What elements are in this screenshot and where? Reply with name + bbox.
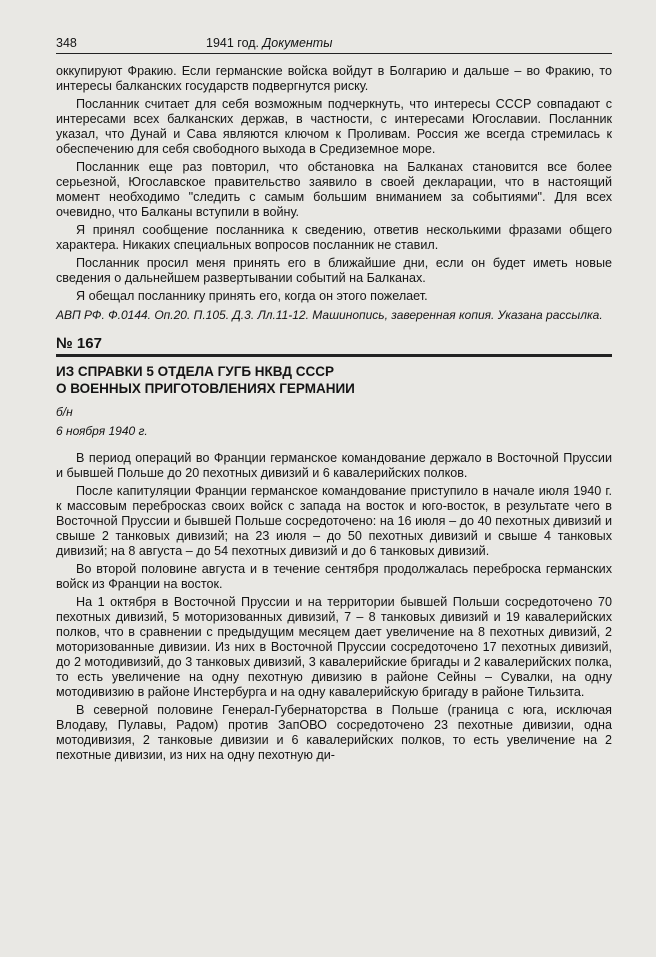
document-meta: [56, 405, 612, 439]
document-date: 6 ноября 1940 г.: [56, 424, 148, 438]
document-heading-line: О ВОЕННЫХ ПРИГОТОВЛЕНИЯХ ГЕРМАНИИ: [56, 381, 355, 396]
paragraph: В период операций во Франции германское командование держало в Восточной Пруссии и бывшей Польше до 20 пехотных дивизий и 6 кавалерийских полков.: [56, 451, 612, 480]
book-page: [56, 36, 612, 766]
page-number: 348: [56, 36, 77, 50]
paragraph: Посланник еще раз повторил, что обстановка на Балканах становится все более серьезной, Югославское правительство заявило в своей декларации, что в настоящий момент необходимо "следить с самым большим вниманием за событиями". Для всех очевидно, что Балканы вступили в войну.: [56, 160, 612, 219]
running-title-year: 1941 год.: [206, 36, 260, 50]
paragraph: Посланник считает для себя возможным подчеркнуть, что интересы СССР совпадают с интересами всех балканских держав, в частности, с интересами Югославии. Посланник указал, что Дунай и Сава являются ключом к Проливам. Россия же всегда стремилась к обеспечению для себя свободного выхода в Средиземное море.: [56, 97, 612, 156]
paragraph: После капитуляции Франции германское командование приступило в начале июля 1940 г. к массовым перебросказ своих войск с запада на восток и юго-восток, в результате чего в Восточной Пруссии и бывшей Польше сосредоточено: на 16 июля – до 40 пехотных дивизий и свыше 2 танковых дивизий; на 23 июля – до 50 пехотных дивизий и свыше 4 танковых дивизий; на 8 августа – до 54 пехотных дивизий и до 6 танковых дивизий.: [56, 484, 612, 558]
archive-source-note: АВП РФ. Ф.0144. Оп.20. П.105. Д.3. Лл.11-12. Машинопись, заверенная копия. Указана рассылка.: [56, 308, 603, 322]
continued-text: [56, 64, 612, 304]
document-heading: [56, 363, 612, 397]
paragraph: Во второй половине августа и в течение сентября продолжалась переброска германских войск из Франции на восток.: [56, 562, 612, 591]
running-header: [56, 36, 612, 54]
running-title: [206, 36, 612, 50]
paragraph: Посланник просил меня принять его в ближайшие дни, если он будет иметь новые сведения о дальнейшем развертывании событий на Балканах.: [56, 256, 612, 285]
paragraph: оккупируют Фракию. Если германские войска войдут в Болгарию и дальше – во Фракию, то интересы балканских государств подвергнутся риску.: [56, 64, 612, 93]
paragraph: На 1 октября в Восточной Пруссии и на территории бывшей Польши сосредоточено 70 пехотных дивизий, 5 моторизованных дивизий, 7 – 8 танковых дивизий и 19 кавалерийских полков, что в сравнении с предыдущим месяцем дает увеличение на 8 пехотных дивизий, 2 моторизованные дивизии. Из них в Восточной Пруссии сосредоточено 17 пехотных дивизий, до 2 мотодивизий, до 3 танковых дивизий, 3 кавалерийские бригады и 2 кавалерийских полка, то есть увеличение на одну пехотную дивизию в районе Сейны – Сувалки, на одну мотодивизию в районе Инстербурга и на одну кавалерийскую бригаду в районе Тильзита.: [56, 595, 612, 699]
document-ref: б/н: [56, 405, 73, 419]
document-text: [56, 451, 612, 763]
paragraph: В северной половине Генерал-Губернаторства в Польше (граница с юга, исключая Влодаву, Пулавы, Радом) против ЗапОВО сосредоточено 23 пехотные дивизии, одна мотодивизия, 2 танковые дивизии и 6 кавалерийских полков, то есть увеличение на 2 пехотные дивизии, из них на одну пехотную ди-: [56, 703, 612, 762]
paragraph: Я принял сообщение посланника к сведению, ответив несколькими фразами общего характера. Никаких специальных вопросов посланник не ставил.: [56, 223, 612, 252]
paragraph: Я обещал посланнику принять его, когда он этого пожелает.: [76, 289, 428, 303]
document-heading-line: ИЗ СПРАВКИ 5 ОТДЕЛА ГУГБ НКВД СССР: [56, 364, 334, 379]
running-title-doc: Документы: [262, 36, 333, 50]
document-number: № 167: [56, 335, 612, 357]
